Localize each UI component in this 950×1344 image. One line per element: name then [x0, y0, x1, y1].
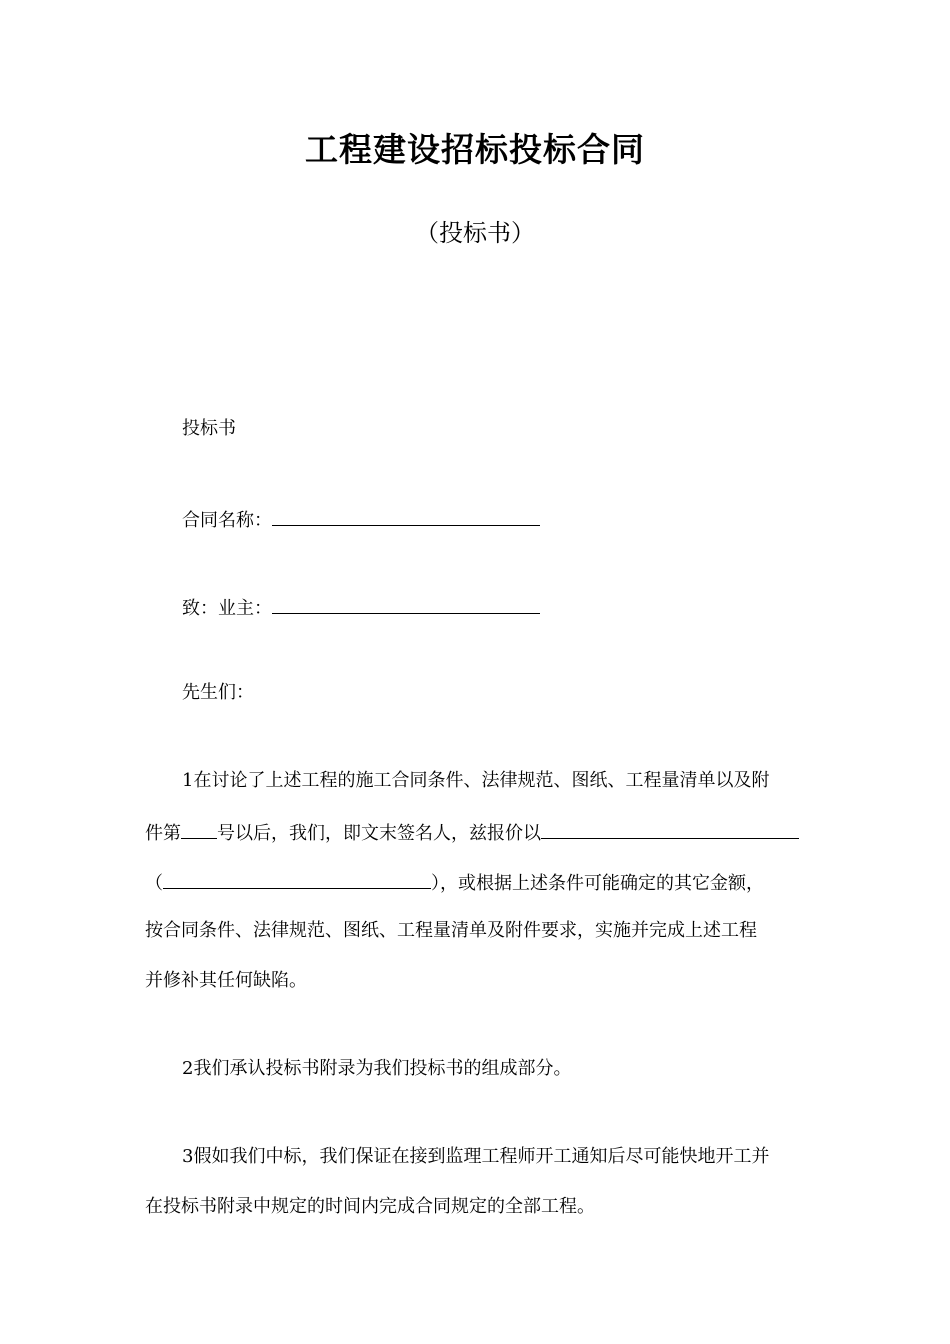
para3-line1: 3假如我们中标，我们保证在接到监理工程师开工通知后尽可能快地开工并 [182, 1146, 770, 1167]
bid-price-words-field[interactable] [163, 868, 431, 889]
salutation: 先生们： [182, 682, 254, 703]
contract-name-label: 合同名称： [182, 510, 272, 531]
owner-name-field[interactable] [272, 593, 540, 614]
to-owner-row [182, 593, 852, 622]
para1-line4: 按合同条件、法律规范、图纸、工程量清单及附件要求，实施并完成上述工程 [145, 920, 757, 941]
document-subtitle: （投标书） [415, 219, 535, 247]
para1-line2-middle: 号以后，我们，即文末签名人，兹报价以 [217, 823, 541, 844]
para1-line2-prefix: 件第 [145, 823, 181, 844]
para1-line2 [145, 818, 815, 847]
to-owner-label: 致：业主： [182, 598, 272, 619]
para1-line3-close: ），或根据上述条件可能确定的其它金额， [431, 873, 764, 894]
para1-line3-open: （ [145, 873, 163, 894]
contract-name-row [182, 505, 852, 534]
para1-line5: 并修补其任何缺陷。 [145, 970, 307, 991]
attachment-number-field[interactable] [181, 818, 217, 839]
document-title: 工程建设招标投标合同 [305, 130, 645, 169]
para1-line1: 1在讨论了上述工程的施工合同条件、法律规范、图纸、工程量清单以及附 [182, 770, 770, 791]
para3-line2: 在投标书附录中规定的时间内完成合同规定的全部工程。 [145, 1196, 595, 1217]
bid-price-field[interactable] [541, 818, 799, 839]
para1-line3 [145, 868, 815, 897]
para2: 2我们承认投标书附录为我们投标书的组成部分。 [182, 1058, 572, 1079]
section-heading: 投标书 [182, 418, 236, 439]
contract-name-field[interactable] [272, 505, 540, 526]
